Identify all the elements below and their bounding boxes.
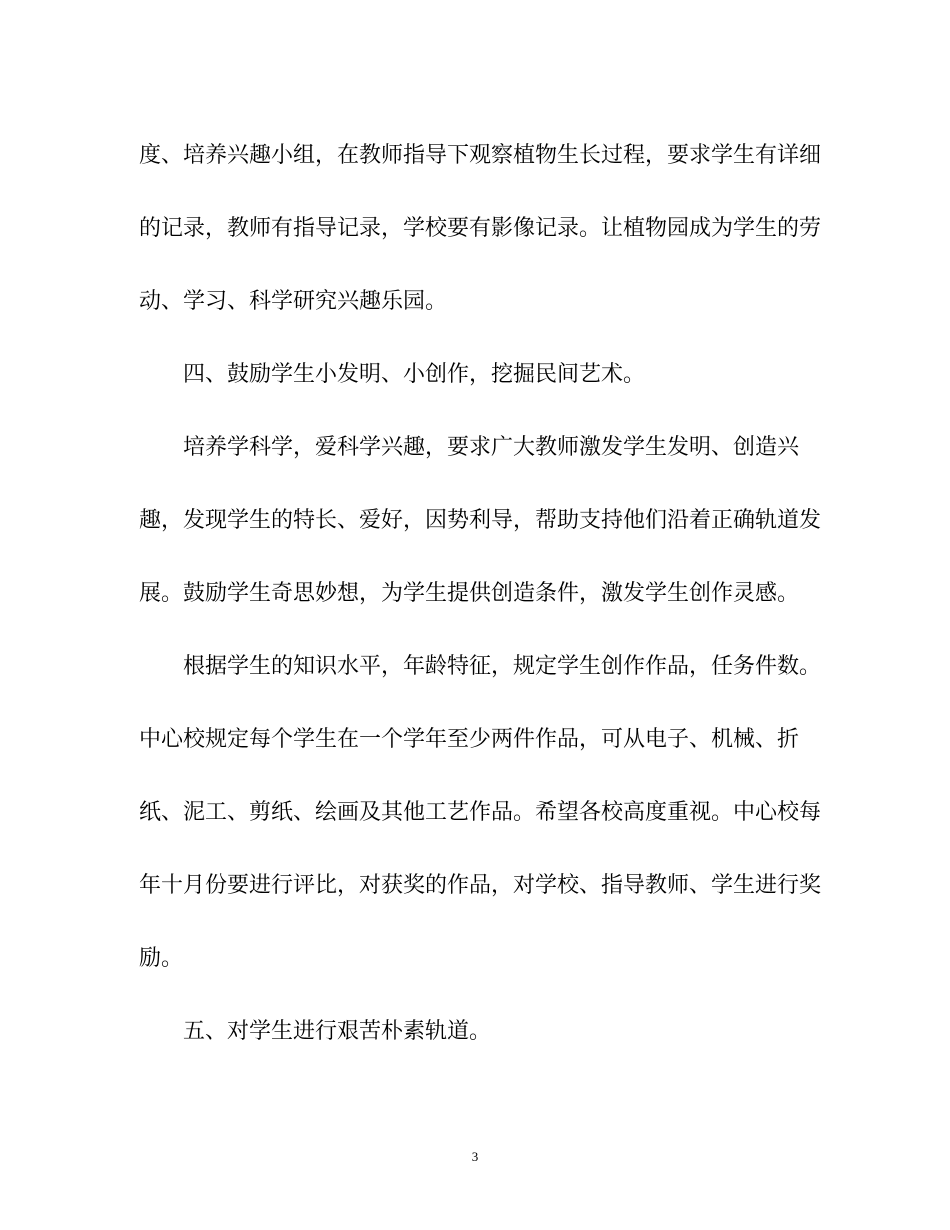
text-line: 纸、泥工、剪纸、绘画及其他工艺作品。希望各校高度重视。中心校每: [139, 800, 822, 825]
section-heading: 五、对学生进行艰苦朴素轨道。: [183, 1019, 492, 1044]
text-line: 展。鼓励学生奇思妙想，为学生提供创造条件，激发学生创作灵感。: [139, 581, 800, 606]
section-heading: 四、鼓励学生小发明、小创作，挖掘民间艺术。: [183, 362, 646, 387]
page-number: 3: [471, 1149, 479, 1164]
text-line: 度、培养兴趣小组，在教师指导下观察植物生长过程，要求学生有详细: [139, 143, 822, 168]
text-line: 中心校规定每个学生在一个学年至少两件作品，可从电子、机械、折: [139, 727, 800, 752]
text-line: 趣，发现学生的特长、爱好，因势利导，帮助支持他们沿着正确轨道发: [139, 508, 822, 533]
text-line: 培养学科学，爱科学兴趣，要求广大教师激发学生发明、创造兴: [183, 435, 800, 460]
text-line: 动、学习、科学研究兴趣乐园。: [139, 289, 448, 314]
text-line: 根据学生的知识水平，年龄特征，规定学生创作作品，任务件数。: [183, 654, 822, 679]
text-line: 年十月份要进行评比，对获奖的作品，对学校、指导教师、学生进行奖: [139, 873, 822, 898]
text-line: 的记录，教师有指导记录，学校要有影像记录。让植物园成为学生的劳: [139, 216, 822, 241]
text-line: 励。: [139, 946, 184, 971]
